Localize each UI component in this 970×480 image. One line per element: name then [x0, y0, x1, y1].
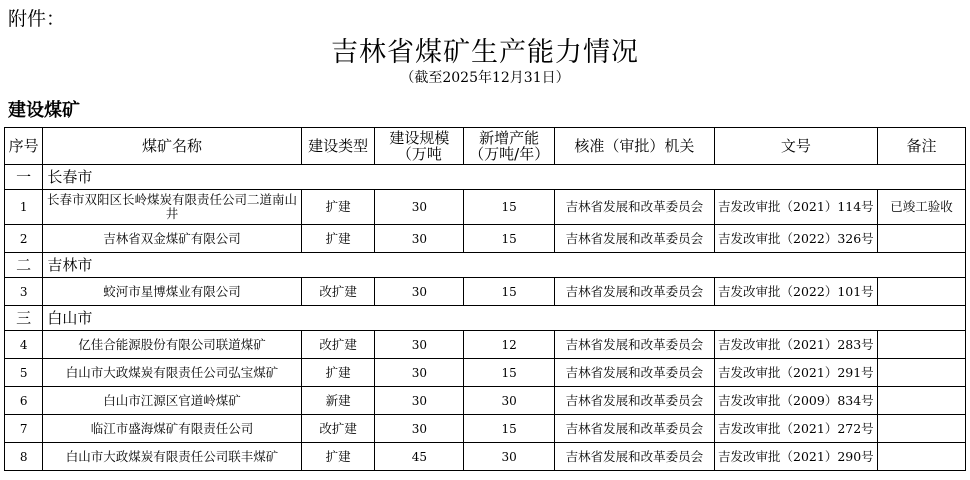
approval-authority: 吉林省发展和改革委员会	[555, 387, 714, 415]
row-number: 7	[5, 415, 43, 443]
table-row	[5, 387, 966, 415]
construction-scale: 30	[375, 225, 464, 253]
column-header: 文号	[714, 128, 878, 165]
page-subtitle: （截至2025年12月31日）	[400, 70, 570, 86]
document-number: 吉发改审批（2021）291号	[714, 359, 878, 387]
construction-scale: 30	[375, 278, 464, 306]
added-capacity: 15	[464, 278, 555, 306]
approval-authority: 吉林省发展和改革委员会	[555, 415, 714, 443]
construction-type: 改扩建	[301, 278, 375, 306]
table-row	[5, 331, 966, 359]
approval-authority: 吉林省发展和改革委员会	[555, 331, 714, 359]
region-name: 白山市	[43, 306, 966, 331]
remark: 已竣工验收	[878, 190, 966, 225]
construction-scale: 30	[375, 387, 464, 415]
mine-name: 蛟河市星博煤业有限公司	[43, 278, 301, 306]
added-capacity: 15	[464, 225, 555, 253]
table-header-row	[5, 128, 966, 165]
row-number: 3	[5, 278, 43, 306]
capacity-table	[4, 127, 966, 471]
mine-name: 长春市双阳区长岭煤炭有限责任公司二道南山井	[43, 190, 301, 225]
table-row	[5, 225, 966, 253]
column-header: 建设类型	[301, 128, 375, 165]
document-number: 吉发改审批（2009）834号	[714, 387, 878, 415]
document-number: 吉发改审批（2022）101号	[714, 278, 878, 306]
approval-authority: 吉林省发展和改革委员会	[555, 190, 714, 225]
remark	[878, 387, 966, 415]
mine-name: 白山市大政煤炭有限责任公司联丰煤矿	[43, 443, 301, 471]
document-number: 吉发改审批（2022）326号	[714, 225, 878, 253]
mine-name: 吉林省双金煤矿有限公司	[43, 225, 301, 253]
approval-authority: 吉林省发展和改革委员会	[555, 443, 714, 471]
remark	[878, 415, 966, 443]
mine-name: 白山市大政煤炭有限责任公司弘宝煤矿	[43, 359, 301, 387]
document-number: 吉发改审批（2021）283号	[714, 331, 878, 359]
document-number: 吉发改审批（2021）114号	[714, 190, 878, 225]
table-body	[5, 165, 966, 471]
added-capacity: 15	[464, 190, 555, 225]
region-row	[5, 306, 966, 331]
row-number: 6	[5, 387, 43, 415]
table-row	[5, 278, 966, 306]
region-name: 吉林市	[43, 253, 966, 278]
added-capacity: 15	[464, 415, 555, 443]
row-number: 8	[5, 443, 43, 471]
construction-type: 扩建	[301, 190, 375, 225]
added-capacity: 15	[464, 359, 555, 387]
table-row	[5, 415, 966, 443]
region-number: 一	[5, 165, 43, 190]
construction-type: 新建	[301, 387, 375, 415]
region-row	[5, 253, 966, 278]
attachment-label: 附件：	[8, 8, 66, 30]
section-heading: 建设煤矿	[8, 100, 80, 121]
mine-name: 白山市江源区官道岭煤矿	[43, 387, 301, 415]
mine-name: 临江市盛海煤矿有限责任公司	[43, 415, 301, 443]
column-header: 序号	[5, 128, 43, 165]
document-number: 吉发改审批（2021）272号	[714, 415, 878, 443]
construction-type: 扩建	[301, 443, 375, 471]
column-header: 建设规模 （万吨	[375, 128, 464, 165]
remark	[878, 443, 966, 471]
construction-scale: 30	[375, 359, 464, 387]
mine-name: 亿佳合能源股份有限公司联道煤矿	[43, 331, 301, 359]
table-row	[5, 190, 966, 225]
region-number: 三	[5, 306, 43, 331]
table-row	[5, 359, 966, 387]
added-capacity: 30	[464, 387, 555, 415]
row-number: 5	[5, 359, 43, 387]
construction-type: 改扩建	[301, 415, 375, 443]
approval-authority: 吉林省发展和改革委员会	[555, 359, 714, 387]
remark	[878, 225, 966, 253]
construction-scale: 30	[375, 190, 464, 225]
approval-authority: 吉林省发展和改革委员会	[555, 278, 714, 306]
construction-scale: 45	[375, 443, 464, 471]
remark	[878, 331, 966, 359]
column-header: 煤矿名称	[43, 128, 301, 165]
added-capacity: 30	[464, 443, 555, 471]
added-capacity: 12	[464, 331, 555, 359]
page-title: 吉林省煤矿生产能力情况	[331, 37, 639, 68]
table-row	[5, 443, 966, 471]
construction-scale: 30	[375, 331, 464, 359]
remark	[878, 278, 966, 306]
document-number: 吉发改审批（2021）290号	[714, 443, 878, 471]
row-number: 4	[5, 331, 43, 359]
remark	[878, 359, 966, 387]
column-header: 备注	[878, 128, 966, 165]
column-header: 新增产能 （万吨/年）	[464, 128, 555, 165]
construction-type: 扩建	[301, 225, 375, 253]
approval-authority: 吉林省发展和改革委员会	[555, 225, 714, 253]
construction-type: 扩建	[301, 359, 375, 387]
region-number: 二	[5, 253, 43, 278]
construction-scale: 30	[375, 415, 464, 443]
region-name: 长春市	[43, 165, 966, 190]
region-row	[5, 165, 966, 190]
row-number: 2	[5, 225, 43, 253]
construction-type: 改扩建	[301, 331, 375, 359]
column-header: 核准（审批）机关	[555, 128, 714, 165]
row-number: 1	[5, 190, 43, 225]
